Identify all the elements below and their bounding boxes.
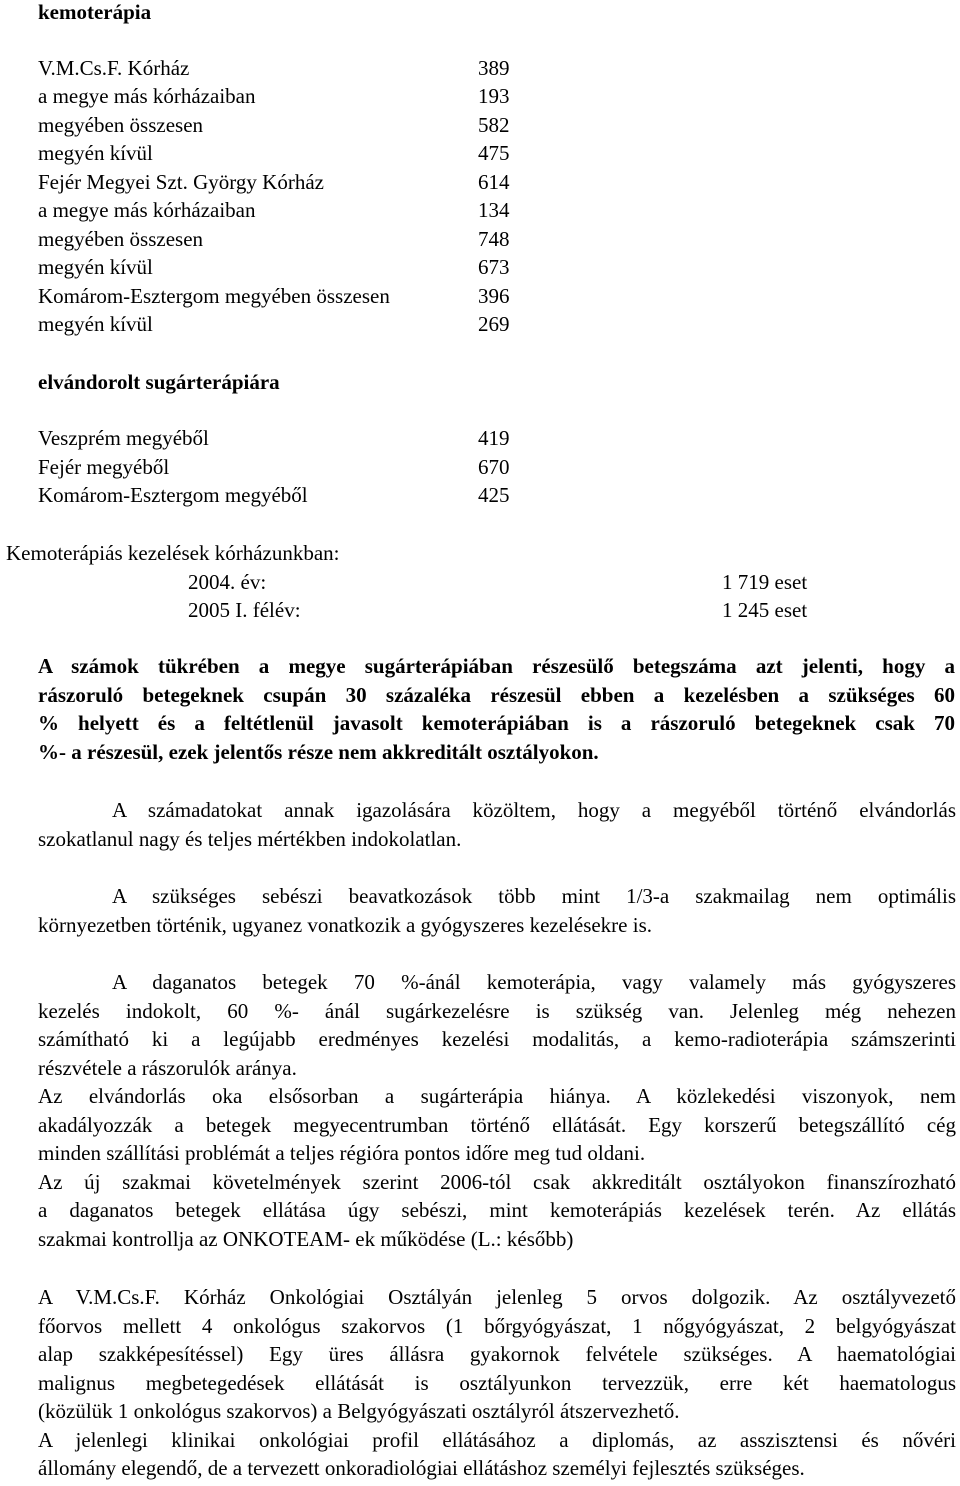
row-label: 2004. év:	[188, 570, 267, 594]
row-label: 2005 I. félév:	[188, 598, 301, 622]
row-label: megyén kívül	[38, 312, 153, 336]
row-value: 670	[478, 455, 510, 479]
paragraph-line: %- a részesül, ezek jelentős része nem akkreditált osztályokon.	[38, 739, 599, 764]
row-label: Veszprém megyéből	[38, 426, 209, 450]
row-label: Komárom-Esztergom megyéből	[38, 483, 308, 507]
paragraph-line: A számok tükrében a megye sugárterápiában részesülő betegszáma azt jelenti, hogy a	[38, 654, 955, 678]
row-value: 582	[478, 113, 510, 137]
paragraph-line: a daganatos betegek ellátása úgy sebészi, mint kemoterápiás kezelések terén. Az ellátás	[38, 1198, 956, 1222]
row-label: megyében összesen	[38, 113, 204, 137]
paragraph-line: A jelenlegi klinikai onkológiai profil ellátásához a diplomás, az asszisztensi és nővéri	[38, 1427, 956, 1452]
paragraph-line: főorvos mellett 4 onkológus szakorvos (1 bőrgyógyászat, 1 nőgyógyászat, 2 belgyógyászat	[38, 1313, 956, 1338]
paragraph-sebeszi	[38, 882, 956, 939]
paragraph-line: % helyett és a feltétlenül javasolt kemoterápiában is a rászoruló betegeknek csak 70	[38, 711, 955, 735]
paragraph-line: akadályozzák a betegek megyecentrumban történő ellátását. Egy korszerű betegszállító cég	[38, 1112, 956, 1137]
row-value: 269	[478, 312, 510, 336]
paragraph-osztaly	[38, 1283, 956, 1483]
section-heading-elvandorolt: elvándorolt sugárterápiára	[38, 370, 280, 394]
paragraph-daganatos	[38, 968, 956, 1253]
row-value: 673	[478, 255, 510, 279]
paragraph-line: malignus megbetegedések ellátását is osztályunkon tervezzük, erre két haematologus	[38, 1370, 956, 1395]
paragraph-line: környezetben történik, ugyanez vonatkozik a gyógyszeres kezelésekre is.	[38, 912, 653, 937]
paragraph-szamadatok	[38, 796, 956, 853]
paragraph-line: A daganatos betegek 70 %-ánál kemoterápia, vagy valamely más gyógyszeres	[112, 970, 956, 994]
paragraph-line: Az új szakmai követelmények szerint 2006-tól csak akkreditált osztályokon finanszírozható	[38, 1169, 956, 1194]
paragraph-line: szakmai kontrollja az ONKOTEAM- ek működése (L.: később)	[38, 1226, 574, 1251]
row-label: a megye más kórházaiban	[38, 84, 256, 108]
summary-paragraph	[38, 652, 955, 766]
row-label: megyén kívül	[38, 141, 153, 165]
paragraph-line: alap szakképesítéssel) Egy üres állásra gyakornok felvétele szükséges. A haematológiai	[38, 1342, 956, 1366]
row-label: Fejér Megyei Szt. György Kórház	[38, 170, 324, 194]
paragraph-line: számítható ki a legújabb eredményes kezelési modalitás, a kemo-radioterápia számszerinti	[38, 1027, 956, 1051]
paragraph-line: szokatlanul nagy és teljes mértékben indokolatlan.	[38, 826, 462, 851]
row-value: 614	[478, 170, 510, 194]
paragraph-line: A szükséges sebészi beavatkozások több mint 1/3-a szakmailag nem optimális	[112, 884, 956, 908]
row-value: 419	[478, 426, 510, 450]
row-label: a megye más kórházaiban	[38, 198, 256, 222]
row-label: V.M.Cs.F. Kórház	[38, 56, 190, 80]
paragraph-line: kezelés indokolt, 60 %- ánál sugárkezelésre is szükség van. Jelenleg még nehezen	[38, 998, 956, 1023]
row-value: 748	[478, 227, 510, 251]
paragraph-line: A V.M.Cs.F. Kórház Onkológiai Osztályán jelenleg 5 orvos dolgozik. Az osztályvezető	[38, 1285, 956, 1309]
paragraph-line: A számadatokat annak igazolására közöltem, hogy a megyéből történő elvándorlás	[112, 798, 956, 822]
row-value: 1 719 eset	[722, 570, 808, 594]
row-value: 396	[478, 284, 510, 308]
section-heading-kemoterapia: kemoterápia	[38, 0, 152, 24]
paragraph-line: állomány elegendő, de a tervezett onkoradiológiai ellátáshoz személyi fejlesztés szükséges.	[38, 1456, 805, 1480]
row-value: 134	[478, 198, 510, 222]
row-label: megyén kívül	[38, 255, 153, 279]
paragraph-line: Az elvándorlás oka elsősorban a sugárterápia hiánya. A közlekedési viszonyok, nem	[38, 1084, 956, 1108]
row-label: Fejér megyéből	[38, 455, 170, 479]
paragraph-line: részvétele a rászorulók aránya.	[38, 1055, 297, 1080]
paragraph-line: minden szállítási problémát a teljes régióra pontos időre meg tud oldani.	[38, 1141, 646, 1165]
kezelesek-title: Kemoterápiás kezelések kórházunkban:	[6, 541, 340, 565]
paragraph-line: rászoruló betegeknek csupán 30 százaléka részesül ebben a kezelésben a szükséges 60	[38, 682, 955, 707]
row-value: 475	[478, 141, 510, 165]
row-label: megyében összesen	[38, 227, 204, 251]
row-value: 389	[478, 56, 510, 80]
row-value: 1 245 eset	[722, 598, 808, 622]
row-value: 193	[478, 84, 510, 108]
row-label: Komárom-Esztergom megyében összesen	[38, 284, 390, 308]
paragraph-line: (közülük 1 onkológus szakorvos) a Belgyógyászati osztályról átszervezhető.	[38, 1399, 680, 1423]
row-value: 425	[478, 483, 510, 507]
